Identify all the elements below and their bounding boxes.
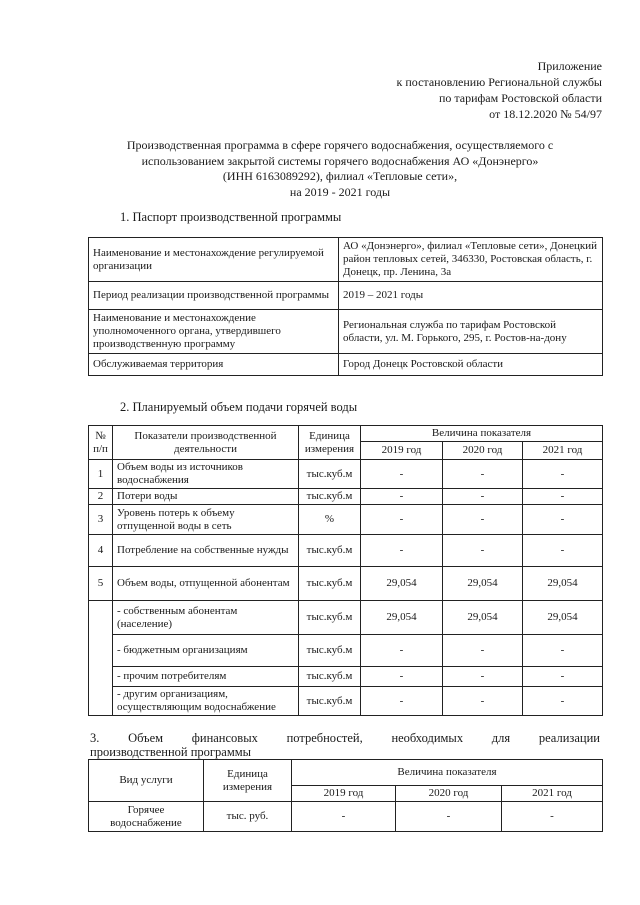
title-line: (ИНН 6163089292), филиал «Тепловые сети», — [222, 169, 458, 183]
table-row — [89, 505, 603, 535]
row-value: 29,054 — [361, 601, 443, 635]
heading-word: финансовых — [191, 731, 258, 745]
row-value: 29,054 — [443, 567, 523, 601]
row-name: - другим организациям, осуществляющим водоснабжение — [113, 687, 299, 716]
row-unit: тыс.куб.м — [299, 489, 361, 505]
row-value: - — [443, 460, 523, 489]
row-value: - — [361, 667, 443, 687]
row-name: Потребление на собственные нужды — [113, 535, 299, 567]
document-title — [90, 138, 590, 200]
table-row — [89, 238, 603, 282]
row-value: - — [523, 667, 603, 687]
row-num: 4 — [89, 535, 113, 567]
appendix-line: от 18.12.2020 № 54/97 — [489, 107, 602, 121]
row-num: 5 — [89, 567, 113, 601]
row-num: 1 — [89, 460, 113, 489]
appendix-line: Приложение — [537, 59, 602, 73]
row-value: - — [292, 802, 396, 832]
column-header-num: № п/п — [89, 426, 113, 460]
table-row — [89, 601, 603, 635]
table-row — [89, 460, 603, 489]
passport-label: Период реализации производственной программы — [89, 282, 339, 310]
passport-value: Региональная служба по тарифам Ростовской области, ул. М. Горького, 295, г. Ростов-на-дону — [339, 310, 603, 354]
table-row — [89, 535, 603, 567]
passport-table — [88, 237, 603, 376]
passport-label: Наименование и местонахождение уполномоченного органа, утвердившего производственную программу — [89, 310, 339, 354]
column-header-value: Величина показателя — [361, 426, 603, 442]
table-row — [89, 489, 603, 505]
row-unit: тыс.куб.м — [299, 535, 361, 567]
passport-label: Наименование и местонахождение регулируемой организации — [89, 238, 339, 282]
table-row — [89, 282, 603, 310]
appendix-line: по тарифам Ростовской области — [438, 91, 602, 105]
row-value: 29,054 — [523, 567, 603, 601]
heading-word: реализации — [538, 731, 600, 745]
row-value: 29,054 — [443, 601, 523, 635]
row-value: - — [361, 460, 443, 489]
row-name: - бюджетным организациям — [113, 635, 299, 667]
row-value: - — [523, 635, 603, 667]
table-row — [89, 310, 603, 354]
row-name: - собственным абонентам (население) — [113, 601, 299, 635]
row-value: - — [443, 635, 523, 667]
row-value: - — [502, 802, 603, 832]
row-service: Горячее водоснабжение — [89, 802, 204, 832]
row-name: Объем воды, отпущенной абонентам — [113, 567, 299, 601]
row-value: - — [361, 505, 443, 535]
heading-word: 3. — [90, 731, 100, 745]
row-value: - — [523, 687, 603, 716]
passport-value: Город Донецк Ростовской области — [339, 354, 603, 376]
column-header-year: 2020 год — [396, 786, 502, 802]
row-name: - прочим потребителям — [113, 667, 299, 687]
heading-word: Объем — [128, 731, 164, 745]
row-value: - — [443, 505, 523, 535]
section1-heading: 1. Паспорт производственной программы — [120, 210, 342, 224]
row-value: - — [361, 535, 443, 567]
row-value: - — [443, 535, 523, 567]
row-value: - — [443, 489, 523, 505]
row-num: 2 — [89, 489, 113, 505]
financial-needs-table — [88, 759, 603, 832]
table-header-row — [89, 760, 603, 786]
column-header-service: Вид услуги — [89, 760, 204, 802]
column-header-year: 2020 год — [443, 442, 523, 460]
column-header-year: 2021 год — [523, 442, 603, 460]
table-header-row — [89, 426, 603, 442]
column-header-year: 2021 год — [502, 786, 603, 802]
row-unit: тыс. руб. — [204, 802, 292, 832]
row-name: Уровень потерь к объему отпущенной воды в сеть — [113, 505, 299, 535]
row-value: - — [443, 687, 523, 716]
table-row — [89, 687, 603, 716]
column-header-indicator: Показатели производственной деятельности — [113, 426, 299, 460]
passport-label: Обслуживаемая территория — [89, 354, 339, 376]
title-line: Производственная программа в сфере горячего водоснабжения, осуществляемого с — [126, 138, 554, 152]
table-row — [89, 354, 603, 376]
row-value: - — [443, 667, 523, 687]
column-header-value: Величина показателя — [292, 760, 603, 786]
row-unit: тыс.куб.м — [299, 567, 361, 601]
row-unit: тыс.куб.м — [299, 687, 361, 716]
row-num: 3 — [89, 505, 113, 535]
row-value: - — [523, 489, 603, 505]
table-row — [89, 802, 603, 832]
column-header-unit: Единица измерения — [204, 760, 292, 802]
row-unit: тыс.куб.м — [299, 635, 361, 667]
row-value: 29,054 — [523, 601, 603, 635]
row-num — [89, 601, 113, 716]
row-value: - — [396, 802, 502, 832]
section3-heading — [90, 731, 600, 759]
table-row — [89, 567, 603, 601]
title-line: на 2019 - 2021 годы — [289, 184, 391, 199]
row-value: - — [523, 505, 603, 535]
water-supply-table — [88, 425, 603, 716]
title-line: использованием закрытой системы горячего водоснабжения АО «Донэнерго» — [141, 153, 539, 168]
row-unit: тыс.куб.м — [299, 460, 361, 489]
column-header-year: 2019 год — [361, 442, 443, 460]
section3-heading-line: производственной программы — [90, 745, 252, 759]
passport-value: 2019 – 2021 годы — [339, 282, 603, 310]
row-value: - — [523, 535, 603, 567]
row-unit: тыс.куб.м — [299, 601, 361, 635]
row-value: - — [523, 460, 603, 489]
heading-word: для — [491, 731, 511, 745]
row-unit: тыс.куб.м — [299, 667, 361, 687]
row-value: - — [361, 635, 443, 667]
table-row — [89, 667, 603, 687]
passport-value: АО «Донэнерго», филиал «Тепловые сети», Донецкий район тепловых сетей, 346330, Ростовская область, г. Донецк, пр. Ленина, 3а — [339, 238, 603, 282]
column-header-unit: Единица измерения — [299, 426, 361, 460]
section3-heading-line — [90, 731, 600, 745]
row-name: Потери воды — [113, 489, 299, 505]
row-value: - — [361, 687, 443, 716]
table-row — [89, 635, 603, 667]
appendix-line: к постановлению Региональной службы — [396, 75, 602, 89]
section2-heading: 2. Планируемый объем подачи горячей воды — [120, 400, 358, 414]
heading-word: потребностей, — [286, 731, 363, 745]
row-name: Объем воды из источников водоснабжения — [113, 460, 299, 489]
appendix-header — [397, 58, 602, 122]
column-header-year: 2019 год — [292, 786, 396, 802]
row-unit: % — [299, 505, 361, 535]
heading-word: необходимых — [391, 731, 464, 745]
row-value: 29,054 — [361, 567, 443, 601]
row-value: - — [361, 489, 443, 505]
